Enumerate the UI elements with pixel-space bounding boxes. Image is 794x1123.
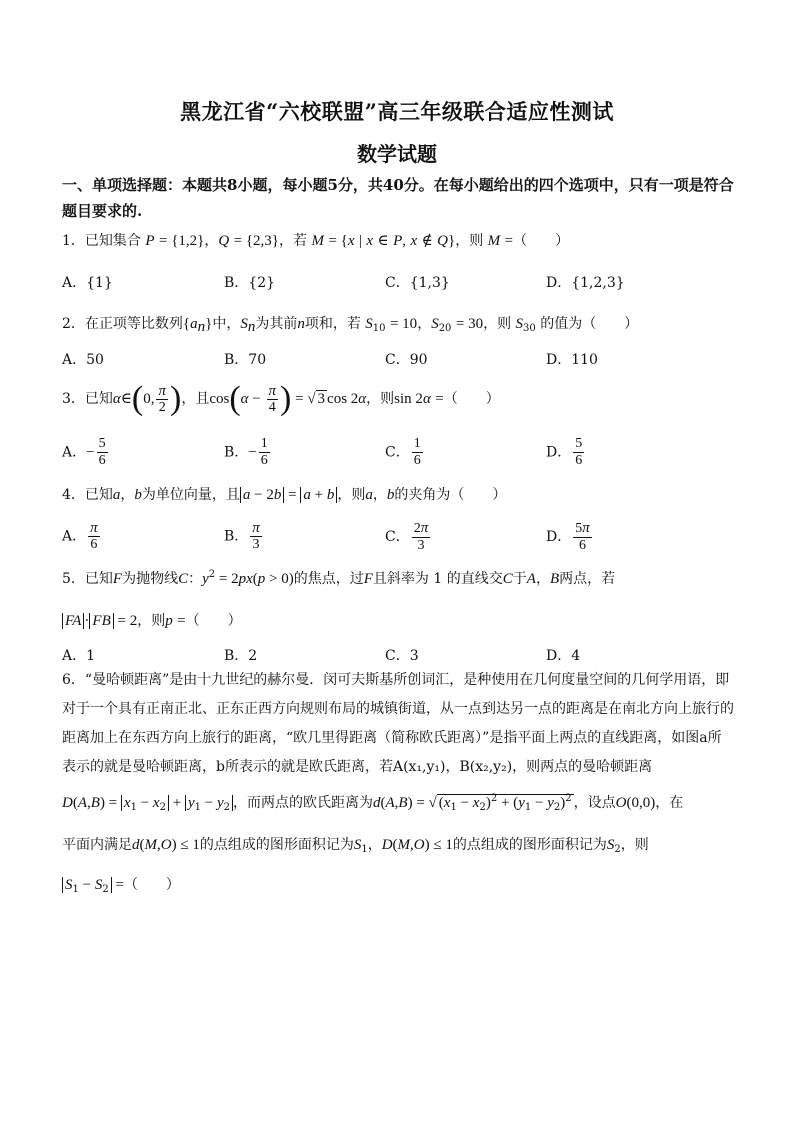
q1-option-b: B．{2} [224, 275, 276, 291]
q3-option-b: B．− $\frac{1}{6}$ [224, 436, 268, 468]
q3-option-c: C． $\frac{1}{6}$ [385, 436, 421, 468]
q2-option-b: B．70 [224, 352, 267, 368]
exam-subtitle: 数学试题 [357, 142, 437, 166]
q1-option-d: D．{1,2,3} [546, 275, 625, 291]
q3-option-a: A．− $\frac{5}{6}$ [62, 436, 106, 468]
q4-option-d: D． $\frac{5\pi}{6}$ [546, 520, 590, 553]
section-heading: 一、单项选择题：本题共8小题，每小题5分，共40分。在每小题给出的四个选项中，只有一项是符合题目要求的. [62, 176, 734, 220]
question-4: 4．已知a，b为单位向量，且 a − 2b = a + b ，则a，b的夹角为（ ） [62, 487, 507, 503]
q5-option-c: C．3 [385, 648, 419, 664]
q5-option-a: A．1 [62, 648, 96, 664]
question-2: 2．在正项等比数列$\{a_n\}$中，$S_n$为其前n项和，若 $S_{10} = 10$，$S_{20} = 30$，则 $S_{30}$ 的值为（ ） [62, 316, 639, 335]
question-6-ask: $S_1 - S_2$ =（ ） [62, 874, 734, 895]
q5-option-b: B．2 [224, 648, 258, 664]
q1-option-c: C．{1,3} [385, 275, 450, 291]
q2-option-a: A．50 [62, 352, 104, 368]
question-6-distance-formulas: $D(A,B) = x_1 - x_2 + y_1 - y_2$ ，而两点的欧氏距离为d(A,B) = √ $(x_1 - x_2)^2 + (y_1 - y_2)^2$ ，设点O(0,0)，在 [62, 793, 684, 813]
q4-option-a: A． $\frac{\pi}{6}$ [62, 520, 98, 552]
q3-option-d: D． $\frac{5}{6}$ [546, 436, 583, 468]
question-6-areas: 平面内满足d(M,O) ≤ 1的点组成的图形面积记为$S_1$，D(M,O) ≤ 1的点组成的图形面积记为$S_2$，则 [62, 837, 649, 855]
q5-option-d: D．4 [546, 648, 581, 664]
question-6-paragraph: 6．“曼哈顿距离”是由十九世纪的赫尔曼．闵可夫斯基所创词汇，是种使用在几何度量空间的几何学用语，即对于一个具有正南正北、正东正西方向规则布局的城镇街道，从一点到达另一点的距离是在南北方向上旅行的距离加上在东西方向上旅行的距离，“欧几里得距离（简称欧氏距离）”是指平面上两点的直线距离，如图a所表示的就是曼哈顿距离，b所表示的就是欧氏距离，若A(x₁,y₁)，B(x₂,y₂)，则两点的曼哈顿距离 [62, 672, 734, 775]
q4-option-c: C． $\frac{2\pi}{3}$ [385, 520, 429, 553]
q2-option-c: C．90 [385, 352, 428, 368]
question-1: 1．已知集合 P = {1,2}，Q = {2,3}，若 M = {x | x ∈ P, x ∉ Q}，则 M =（ ） [62, 233, 570, 249]
q4-option-b: B． $\frac{\pi}{3}$ [224, 520, 260, 552]
q2-option-d: D．110 [546, 352, 598, 368]
exam-title: 黑龙江省“六校联盟”高三年级联合适应性测试 [180, 99, 614, 124]
question-5-line-1: 5．已知F为抛物线C：$y^2 = 2px(p > 0)$的焦点，过F且斜率为 1 的直线交C于A，B两点，若 [62, 569, 616, 587]
q1-option-a: A．{1} [62, 275, 113, 291]
question-3: 3．已知α∈(0, $\frac{\pi}{2}$ )，且cos(α − $\frac{\pi}{4}$ ) = √ 3 cos 2α，则sin 2α =（ ） [62, 380, 500, 417]
question-5-line-2: FA · FB = 2，则p =（ ） [62, 610, 734, 630]
